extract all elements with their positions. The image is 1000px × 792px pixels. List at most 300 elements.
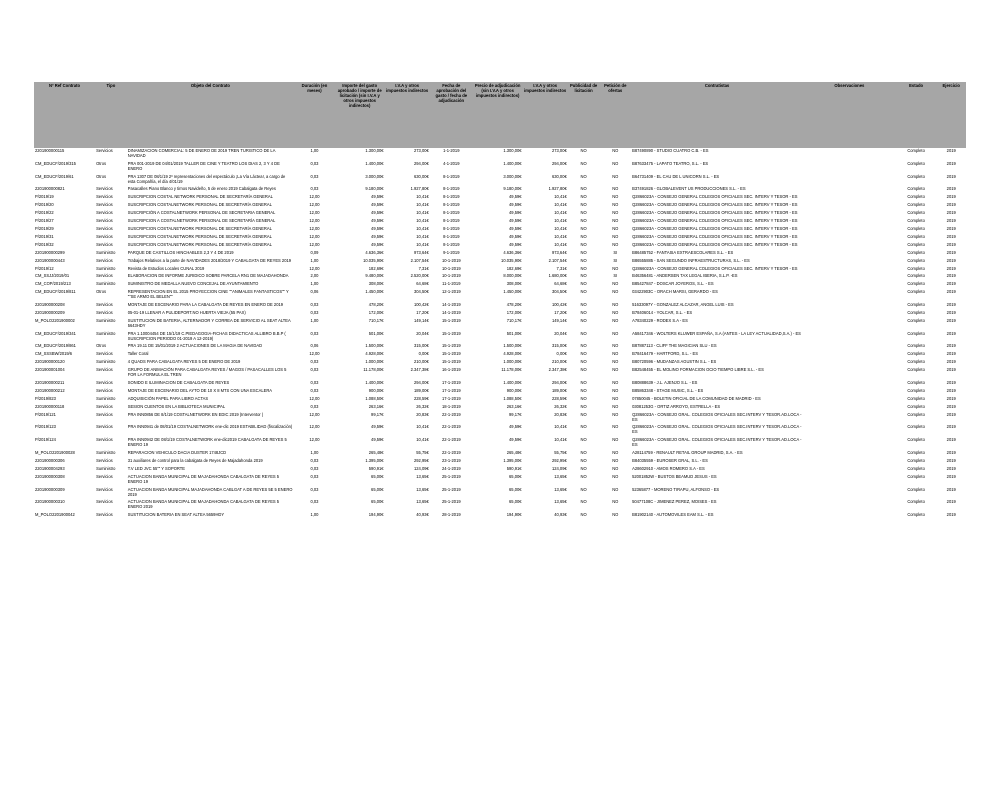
table-row xyxy=(34,210,966,218)
cell-importe-aprobado: 49,59€ xyxy=(371,241,384,247)
cell-tipo: Servicios xyxy=(96,210,113,216)
cell-iva-aprobado: 7,31€ xyxy=(418,265,429,271)
cell-publicidad: NO xyxy=(580,395,587,401)
cell-precio-adjudicacion: 3.000,00€ xyxy=(503,173,522,179)
cell-duracion: 0,09 xyxy=(310,249,319,255)
table-row xyxy=(34,186,966,194)
cell-publicidad: NO xyxy=(580,499,587,505)
column-header-observaciones: Observaciones xyxy=(803,82,896,148)
cell-peticion-ofertas: NO xyxy=(612,202,619,208)
table-row xyxy=(34,499,966,512)
cell-estado: Completo xyxy=(907,424,925,430)
cell-objeto: SESION CUENTOS EN LA BIBLIOTECA MUNICIPAL xyxy=(127,403,226,409)
cell-ref: 2201900001004 xyxy=(35,367,65,373)
cell-peticion-ofertas: NO xyxy=(612,387,619,393)
cell-ejercicio: 2019 xyxy=(946,225,956,231)
cell-observaciones xyxy=(803,186,896,194)
column-header-iva-aprobado: I.V.A y otros impuestos indirectos xyxy=(385,82,430,148)
cell-ref: 2201900000208 xyxy=(35,302,65,308)
cell-tipo: Servicios xyxy=(96,194,113,200)
cell-tipo: Servicios xyxy=(96,257,113,263)
cell-ejercicio: 2019 xyxy=(946,265,956,271)
cell-iva-adjudicacion: 1.680,00€ xyxy=(548,273,567,279)
table-row xyxy=(34,450,966,458)
cell-tipo: Otros xyxy=(96,173,107,179)
cell-tipo: Servicios xyxy=(96,512,113,518)
cell-importe-aprobado: 263,16€ xyxy=(368,403,384,409)
cell-contratistas: B37491826 - GLOBALEVENT US PRODUCCIONES S.L. - ES xyxy=(632,186,746,192)
cell-iva-aprobado: 10,41€ xyxy=(416,194,429,200)
cell-ejercicio: 2019 xyxy=(946,380,956,385)
cell-ejercicio: 2019 xyxy=(946,411,956,417)
cell-observaciones xyxy=(803,194,896,202)
cell-objeto: SUSCRIPCIÓN A COSTALNETWORK PERSONAL DE SECRETARIA GENERAL xyxy=(127,210,276,216)
cell-publicidad: NO xyxy=(580,351,587,357)
table-row xyxy=(34,318,966,331)
cell-fecha: 15-1-2019 xyxy=(441,317,461,323)
cell-precio-adjudicacion: 1.450,00€ xyxy=(503,289,522,295)
cell-duracion: 0,06 xyxy=(310,289,319,295)
cell-precio-adjudicacion: 590,91€ xyxy=(506,465,522,471)
cell-importe-aprobado: 1.000,00€ xyxy=(365,359,384,365)
cell-publicidad: NO xyxy=(580,457,587,463)
cell-iva-adjudicacion: 13,65€ xyxy=(554,499,567,505)
cell-objeto: PRA 1.10004454 DE 15/1/19 C.PIEDAGOGIA-FICHAS DIDACTICAS ALLIBRO B.B.P ( SUSCRIPCION PERIODO 01-2019 A 12-2019) xyxy=(127,330,286,341)
table-header-row xyxy=(34,82,966,148)
cell-estado: Completo xyxy=(907,411,925,417)
cell-contratistas: 52001852W - BUSTOS BEAMUD JESUS - ES xyxy=(632,473,717,479)
cell-ref: 2201900000118 xyxy=(35,403,65,409)
cell-precio-adjudicacion: 194,90€ xyxy=(506,512,522,518)
cell-fecha: 8-1-2019 xyxy=(443,225,460,231)
table-row xyxy=(34,202,966,210)
cell-precio-adjudicacion: 49,59€ xyxy=(509,202,522,208)
table-row xyxy=(34,218,966,226)
cell-fecha: 8-1-2019 xyxy=(443,210,460,216)
cell-duracion: 1,00 xyxy=(310,281,319,287)
cell-precio-adjudicacion: 501,00€ xyxy=(506,330,522,336)
cell-peticion-ofertas: NO xyxy=(612,424,619,430)
cell-precio-adjudicacion: 1.000,00€ xyxy=(503,359,522,365)
cell-fecha: 8-1-2019 xyxy=(443,186,460,192)
cell-ref: P/2019/19 xyxy=(35,194,54,200)
cell-ejercicio: 2019 xyxy=(946,403,956,409)
cell-iva-aprobado: 630,00€ xyxy=(414,173,429,179)
cell-ejercicio: 2019 xyxy=(946,450,956,456)
column-header-duracion: Duración (en meses) xyxy=(294,82,335,148)
cell-duracion: 0,03 xyxy=(310,499,319,505)
cell-importe-aprobado: 900,00€ xyxy=(368,387,384,393)
cell-duracion: 12,00 xyxy=(309,233,320,239)
cell-estado: Completo xyxy=(907,160,925,166)
cell-publicidad: NO xyxy=(580,160,587,166)
cell-estado: Completo xyxy=(907,380,925,385)
cell-publicidad: NO xyxy=(580,465,587,471)
cell-iva-aprobado: 20,04€ xyxy=(416,330,429,336)
cell-contratistas: B78406014 - YOLCAR, S.L. - ES xyxy=(632,309,693,315)
cell-precio-adjudicacion: 900,00€ xyxy=(506,387,522,393)
cell-iva-adjudicacion: 149,14€ xyxy=(551,317,567,323)
cell-importe-aprobado: 49,59€ xyxy=(371,218,384,224)
cell-observaciones xyxy=(803,281,896,289)
cell-peticion-ofertas: NO xyxy=(612,395,619,401)
cell-objeto: Revista de Estudios Locales CUNAL 2019 xyxy=(127,265,205,271)
cell-precio-adjudicacion: 265,48€ xyxy=(506,450,522,456)
cell-contratistas: 03081253G - ORTIZ ARROYO, ESTRELLA - ES xyxy=(632,403,721,409)
cell-importe-aprobado: 4.928,00€ xyxy=(365,351,384,357)
cell-precio-adjudicacion: 308,00€ xyxy=(506,281,522,287)
cell-estado: Completo xyxy=(907,302,925,308)
cell-importe-aprobado: 194,90€ xyxy=(368,512,384,518)
cell-importe-aprobado: 1.500,00€ xyxy=(365,343,384,349)
cell-observaciones xyxy=(803,450,896,458)
cell-ejercicio: 2019 xyxy=(946,437,956,443)
cell-estado: Completo xyxy=(907,186,925,192)
cell-publicidad: NO xyxy=(580,273,587,279)
cell-precio-adjudicacion: 49,59€ xyxy=(509,194,522,200)
cell-iva-adjudicacion: 13,65€ xyxy=(554,486,567,492)
cell-precio-adjudicacion: 65,00€ xyxy=(509,486,522,492)
cell-tipo: Servicios xyxy=(96,225,113,231)
cell-contratistas: Q2866023A - CONSEJO GENERAL COLEGIOS OFICIALES SEC. INTERV Y TESOR - ES xyxy=(632,210,798,216)
cell-precio-adjudicacion: 1.500,00€ xyxy=(503,343,522,349)
cell-estado: Completo xyxy=(907,202,925,208)
cell-observaciones xyxy=(803,310,896,318)
cell-importe-aprobado: 49,59€ xyxy=(371,437,384,443)
cell-importe-aprobado: 65,00€ xyxy=(371,499,384,505)
cell-importe-aprobado: 4.636,36€ xyxy=(365,249,384,255)
table-row xyxy=(34,250,966,258)
cell-duracion: 1,00 xyxy=(310,450,319,456)
cell-peticion-ofertas: NO xyxy=(612,403,619,409)
cell-iva-aprobado: 294,00€ xyxy=(414,160,429,166)
cell-iva-aprobado: 10,41€ xyxy=(416,437,429,443)
cell-tipo: Servicios xyxy=(96,367,113,373)
cell-ejercicio: 2019 xyxy=(946,249,956,255)
cell-contratistas: Q2866023A - CONSEJO GENERAL COLEGIOS OFICIALES SEC. INTERV Y TESOR - ES xyxy=(632,265,798,271)
cell-ejercicio: 2019 xyxy=(946,317,956,323)
cell-ejercicio: 2019 xyxy=(946,173,956,179)
table-row xyxy=(34,266,966,274)
cell-iva-aprobado: 13,65€ xyxy=(416,473,429,479)
cell-contratistas: B87490890 - STUDIO CUATRO C.B. - ES xyxy=(632,148,709,153)
cell-importe-aprobado: 49,59€ xyxy=(371,233,384,239)
cell-iva-aprobado: 10,41€ xyxy=(416,218,429,224)
cell-ref: CM_EDUCF/2019/811 xyxy=(35,289,76,295)
cell-contratistas: B46356481 - ANDERSEN TAX LEGAL IBERIA, S.L.P. -ES xyxy=(632,273,738,279)
cell-importe-aprobado: 10.035,90€ xyxy=(363,257,384,263)
cell-iva-aprobado: 10,41€ xyxy=(416,225,429,231)
cell-duracion: 0,03 xyxy=(310,309,319,315)
cell-duracion: 12,00 xyxy=(309,424,320,430)
cell-tipo: Servicios xyxy=(96,218,113,224)
cell-contratistas: Q2866023A - CONSEJO GRAL. COLEGIOS OFICIALES SEC.INTERV Y TESOR.AD.LOCA - ES xyxy=(632,437,802,448)
cell-tipo: Servicios xyxy=(96,457,113,463)
cell-objeto: GRUPO DE ANIMACIÓN PARA CABALGATA REYES / MAGOS / PASACALLES LOS 5 FOR LA FORMULA EL TREN xyxy=(127,367,287,378)
cell-duracion: 0,03 xyxy=(310,330,319,336)
cell-publicidad: NO xyxy=(580,202,587,208)
cell-ref: P/2019/32 xyxy=(35,241,54,247)
cell-objeto: REPARACION VEHICULO DACIA DUSTER 1748JCD xyxy=(127,450,227,456)
cell-iva-adjudicacion: 0,00€ xyxy=(556,351,567,357)
cell-estado: Completo xyxy=(907,473,925,479)
cell-objeto: ELABORACION DE INFORME JURIDICO SOBRE PARCELA RN1 DE MAJADAHONDA xyxy=(127,273,289,279)
table-row xyxy=(34,396,966,404)
cell-ref: M_POLO2201900028 xyxy=(35,450,75,456)
cell-contratistas: B80720596 - MUDANZAS AGUSTIN S.L. - ES xyxy=(632,359,717,365)
cell-fecha: 8-1-2019 xyxy=(443,241,460,247)
cell-ref: CM_SSSBW/2019/6 xyxy=(35,351,73,357)
cell-iva-aprobado: 273,00€ xyxy=(414,148,429,153)
cell-tipo: Servicios xyxy=(96,473,113,479)
cell-fecha: 8-1-2019 xyxy=(443,218,460,224)
cell-duracion: 1,00 xyxy=(310,257,319,263)
cell-objeto: 31 auxiliares de control para la cabalgata de Reyes de Majadahonda 2019 xyxy=(127,457,263,463)
cell-importe-aprobado: 9.480,00€ xyxy=(365,273,384,279)
cell-contratistas: Q2866023A - CONSEJO GENERAL COLEGIOS OFICIALES SEC. INTERV Y TESOR - ES xyxy=(632,225,798,231)
cell-fecha: 10-1-2019 xyxy=(441,257,461,263)
cell-peticion-ofertas: NO xyxy=(612,186,619,192)
cell-contratistas: B85427847 - DOSCAR JOYEROS, S.L. - ES xyxy=(632,281,714,287)
cell-observaciones xyxy=(803,499,896,512)
cell-objeto: T.V LED JVC 55"" Y SOPORTE xyxy=(127,465,186,471)
cell-duracion: 12,00 xyxy=(309,395,320,401)
cell-peticion-ofertas: NO xyxy=(612,512,619,518)
cell-iva-adjudicacion: 294,00€ xyxy=(551,160,567,166)
table-row xyxy=(34,161,966,174)
cell-estado: Completo xyxy=(907,343,925,349)
cell-ejercicio: 2019 xyxy=(946,395,956,401)
cell-estado: Completo xyxy=(907,450,925,456)
cell-tipo: Servicios xyxy=(96,186,113,192)
cell-publicidad: NO xyxy=(580,233,587,239)
cell-contratistas: Q2866023A - CONSEJO GENERAL COLEGIOS OFICIALES SEC. INTERV Y TESOR - ES xyxy=(632,241,798,247)
cell-duracion: 12,00 xyxy=(309,351,320,357)
cell-ejercicio: 2019 xyxy=(946,387,956,393)
cell-contratistas: B64731409 - EL CAU DE L UNICORN S.L. - ES xyxy=(632,173,720,179)
cell-publicidad: NO xyxy=(580,437,587,443)
cell-observaciones xyxy=(803,412,896,425)
cell-ejercicio: 2019 xyxy=(946,257,956,263)
cell-precio-adjudicacion: 1.088,50€ xyxy=(503,395,522,401)
cell-peticion-ofertas: NO xyxy=(612,281,619,287)
cell-objeto: Pasacalles Piano Blanco y tirnos Navideño, 5 de enero 2019 Cabalgata de Reyes xyxy=(127,186,276,192)
cell-precio-adjudicacion: 478,20€ xyxy=(506,302,522,308)
cell-fecha: 4-1-2019 xyxy=(443,160,460,166)
cell-iva-aprobado: 10,41€ xyxy=(416,202,429,208)
cell-estado: Completo xyxy=(907,173,925,179)
cell-tipo: Servicios xyxy=(96,424,113,430)
cell-fecha: 17-1-2019 xyxy=(441,380,461,385)
cell-observaciones xyxy=(803,343,896,351)
cell-ejercicio: 2019 xyxy=(946,273,956,279)
cell-contratistas: A58417346 - WOLTERS KLUWER ESPAÑA, S.A (ANTES - LA LEY ACTUALIDAD,S.A.) - ES xyxy=(632,330,801,336)
cell-iva-adjudicacion: 292,95€ xyxy=(551,457,567,463)
cell-iva-aprobado: 10,41€ xyxy=(416,241,429,247)
cell-observaciones xyxy=(803,318,896,331)
cell-ref: M_POLO2201900042 xyxy=(35,512,75,518)
cell-ref: 2201900000310 xyxy=(35,499,65,505)
cell-iva-aprobado: 26,32€ xyxy=(416,403,429,409)
cell-iva-aprobado: 292,95€ xyxy=(414,457,429,463)
cell-iva-aprobado: 10,41€ xyxy=(416,210,429,216)
cell-ref: CM_SSJJ/2019/01 xyxy=(35,273,70,279)
cell-iva-adjudicacion: 973,64€ xyxy=(551,249,567,255)
cell-iva-adjudicacion: 10,41€ xyxy=(554,437,567,443)
cell-fecha: 15-1-2019 xyxy=(441,359,461,365)
cell-importe-aprobado: 710,17€ xyxy=(368,317,384,323)
cell-objeto: DINAMIZACION COMERCIAL: 5 DE ENERO DE 2019 TREN TURISTICO DE LA NAVIDAD xyxy=(127,148,276,158)
cell-precio-adjudicacion: 49,59€ xyxy=(509,424,522,430)
table-row xyxy=(34,351,966,359)
cell-peticion-ofertas: NO xyxy=(612,499,619,505)
cell-ejercicio: 2019 xyxy=(946,302,956,308)
cell-ejercicio: 2019 xyxy=(946,457,956,463)
cell-tipo: Servicios xyxy=(96,411,113,417)
cell-duracion: 0,03 xyxy=(310,367,319,373)
cell-duracion: 12,00 xyxy=(309,437,320,443)
cell-ejercicio: 2019 xyxy=(946,486,956,492)
cell-precio-adjudicacion: 1.400,00€ xyxy=(503,160,522,166)
cell-tipo: Otros xyxy=(96,343,107,349)
cell-tipo: Otros xyxy=(96,289,107,295)
cell-iva-aprobado: 40,93€ xyxy=(416,512,429,518)
cell-peticion-ofertas: NO xyxy=(612,473,619,479)
cell-publicidad: NO xyxy=(580,257,587,263)
cell-observaciones xyxy=(803,380,896,388)
cell-objeto: ACTUACION BANDA MUNICIPAL DE MAJADAHONDA CABALGATA DE REYES 5 ENERO 2019 xyxy=(127,499,280,510)
cell-contratistas: B85863348 - STAGE MUSIC, S.L. - ES xyxy=(632,387,704,393)
cell-duracion: 0,03 xyxy=(310,160,319,166)
cell-iva-adjudicacion: 228,59€ xyxy=(551,395,567,401)
cell-duracion: 12,00 xyxy=(309,218,320,224)
table-row xyxy=(34,148,966,161)
cell-publicidad: NO xyxy=(580,380,587,385)
cell-objeto: PRA 001-2019 DE 04/01/2019 TALLER DE CINE Y TEATRO LOS DIAS 2, 3 Y 4 DE ENERO xyxy=(127,160,280,171)
cell-iva-aprobado: 13,65€ xyxy=(416,486,429,492)
cell-precio-adjudicacion: 65,00€ xyxy=(509,473,522,479)
cell-objeto: REPRESENTACION EN EL 2015 PROYECCION CINE ""ANIMALES FANTASTICOS"" Y ""SE ARMO EL BELEN"" xyxy=(127,289,289,300)
cell-observaciones xyxy=(803,474,896,487)
cell-ejercicio: 2019 xyxy=(946,160,956,166)
cell-fecha: 22-1-2019 xyxy=(441,437,461,443)
cell-ejercicio: 2019 xyxy=(946,202,956,208)
cell-importe-aprobado: 308,00€ xyxy=(368,281,384,287)
cell-ref: P/2019/27 xyxy=(35,218,54,224)
cell-estado: Completo xyxy=(907,403,925,409)
cell-tipo: Suministro xyxy=(96,330,116,336)
cell-estado: Completo xyxy=(907,225,925,231)
cell-iva-adjudicacion: 10,41€ xyxy=(554,424,567,430)
cell-ref: 2201900000209 xyxy=(35,309,65,315)
cell-estado: Completo xyxy=(907,499,925,505)
column-header-iva-adjudicacion: I.V.A y otros impuestos indirectos xyxy=(523,82,568,148)
table-row xyxy=(34,242,966,250)
cell-contratistas: Q2866023A - CONSEJO GRAL. COLEGIOS OFICIALES SEC.INTERV Y TESOR.AD.LOCA - ES xyxy=(632,424,802,435)
cell-contratistas: B78416479 - HARTFORD, S.L. - ES xyxy=(632,351,698,357)
cell-observaciones xyxy=(803,289,896,302)
cell-peticion-ofertas: NO xyxy=(612,241,619,247)
column-header-ref: Nº Ref Contrato xyxy=(34,82,95,148)
cell-estado: Completo xyxy=(907,457,925,463)
column-header-estado: Estado xyxy=(896,82,937,148)
cell-peticion-ofertas: NO xyxy=(612,173,619,179)
cell-tipo: Servicios xyxy=(96,302,113,308)
cell-ref: 2201900000309 xyxy=(35,486,65,492)
cell-importe-aprobado: 1.088,50€ xyxy=(365,395,384,401)
cell-duracion: 12,00 xyxy=(309,241,320,247)
cell-observaciones xyxy=(803,161,896,174)
cell-ejercicio: 2019 xyxy=(946,186,956,192)
cell-iva-adjudicacion: 189,00€ xyxy=(551,387,567,393)
cell-fecha: 14-1-2019 xyxy=(441,309,461,315)
cell-fecha: 8-1-2019 xyxy=(443,202,460,208)
cell-peticion-ofertas: SI xyxy=(613,257,618,263)
cell-publicidad: NO xyxy=(580,302,587,308)
cell-precio-adjudicacion: 49,59€ xyxy=(509,225,522,231)
cell-estado: Completo xyxy=(907,367,925,373)
cell-contratistas: B87633475 - LAPATO TEATRO, S.L. - ES xyxy=(632,160,709,166)
cell-observaciones xyxy=(803,266,896,274)
cell-tipo: Servicios xyxy=(96,403,113,409)
cell-publicidad: NO xyxy=(580,473,587,479)
cell-iva-adjudicacion: 304,50€ xyxy=(551,289,567,295)
table-row xyxy=(34,226,966,234)
cell-ref: P/2019/29 xyxy=(35,225,54,231)
cell-peticion-ofertas: NO xyxy=(612,218,619,224)
cell-contratistas: 51633097Y - GONZALEZ ALCAZAR, ANGEL LUIS - ES xyxy=(632,302,734,308)
cell-observaciones xyxy=(803,367,896,380)
cell-duracion: 0,03 xyxy=(310,473,319,479)
table-row xyxy=(34,512,966,520)
cell-tipo: Servicios xyxy=(96,486,113,492)
cell-contratistas: B86485752 - FANTASIA EXTRAESCOLARES S.L. - ES xyxy=(632,249,734,255)
cell-duracion: 0,03 xyxy=(310,465,319,471)
cell-importe-aprobado: 478,20€ xyxy=(368,302,384,308)
table-row xyxy=(34,359,966,367)
column-header-importe-aprobado: Importe del gasto aprobado / importe de licitación (sin I.V.A y otros impuestos indirectos) xyxy=(335,82,385,148)
cell-iva-aprobado: 124,09€ xyxy=(414,465,429,471)
cell-objeto: ADQUISICIÓN PAPEL PARA LIBRO ACTAS xyxy=(127,395,209,401)
cell-duracion: 0,06 xyxy=(310,343,319,349)
cell-importe-aprobado: 1.395,00€ xyxy=(365,457,384,463)
cell-fecha: 15-1-2019 xyxy=(441,330,461,336)
cell-objeto: PARQUE DE CASTILLOS HINCHABLES 2,3 Y 4 DE 2019 xyxy=(127,249,234,255)
cell-observaciones xyxy=(803,202,896,210)
cell-fecha: 15-1-2019 xyxy=(441,343,461,349)
cell-peticion-ofertas: NO xyxy=(612,450,619,456)
cell-observaciones xyxy=(803,331,896,344)
table-body xyxy=(34,148,966,520)
cell-observaciones xyxy=(803,351,896,359)
column-header-precio-adjudicacion: Precio de adjudicación (sin I.V.A y otros impuestos indirectos) xyxy=(473,82,523,148)
column-header-objeto: Objeto del Contrato xyxy=(127,82,294,148)
cell-observaciones xyxy=(803,424,896,437)
table-row xyxy=(34,458,966,466)
cell-observaciones xyxy=(803,487,896,500)
cell-importe-aprobado: 590,91€ xyxy=(368,465,384,471)
cell-estado: Completo xyxy=(907,465,925,471)
cell-contratistas: 07850045 - BOLETIN OFICIAL DE LA COMUNIDAD DE MADRID - ES xyxy=(632,395,761,401)
table-row xyxy=(34,437,966,450)
cell-observaciones xyxy=(803,226,896,234)
cell-publicidad: NO xyxy=(580,424,587,430)
cell-objeto: PRA 19.11 DE 15/01/2019 2 ACTUACIONES DE LA MAGIA DE NAVIDAD xyxy=(127,343,263,349)
cell-peticion-ofertas: NO xyxy=(612,309,619,315)
table-row xyxy=(34,474,966,487)
cell-tipo: Servicios xyxy=(96,233,113,239)
cell-peticion-ofertas: NO xyxy=(612,380,619,385)
